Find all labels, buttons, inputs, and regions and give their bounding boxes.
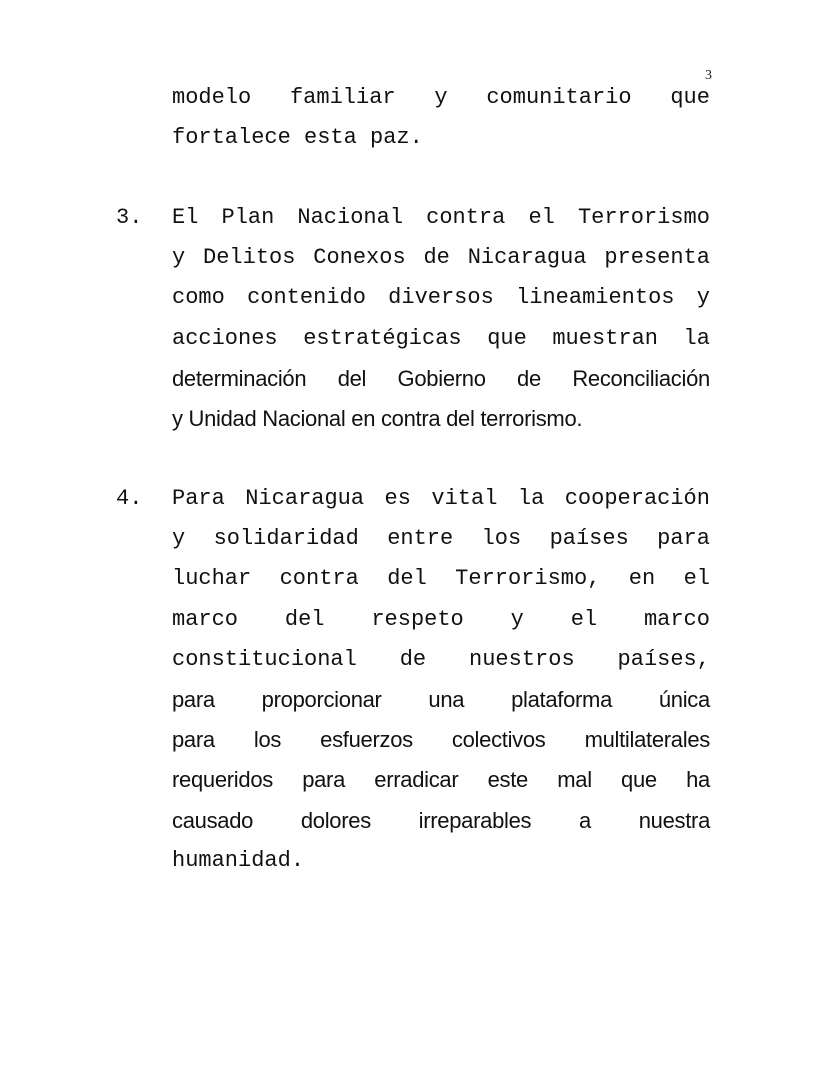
word: humanidad. [172, 847, 305, 873]
paragraph-item-4 [172, 479, 710, 881]
word: contenido [247, 285, 366, 311]
word: para [172, 727, 215, 753]
word: y [510, 606, 524, 632]
text-line [172, 720, 710, 760]
text-line [172, 479, 710, 519]
word: erradicar [374, 767, 459, 793]
text-line [172, 359, 710, 399]
word: Nicaragua [245, 486, 365, 511]
word: familiar [289, 85, 396, 110]
word: lineamientos [516, 285, 675, 311]
word: Para [172, 486, 225, 511]
text-line [172, 600, 710, 640]
word: para [302, 767, 346, 793]
word: constitucional [172, 646, 357, 672]
word: estratégicas [303, 325, 462, 351]
word: contra [279, 566, 359, 592]
text-line [172, 680, 710, 720]
text-line [172, 319, 710, 359]
word: y [696, 285, 710, 311]
word: marco [172, 606, 239, 632]
word: que [621, 767, 657, 793]
word: Delitos [203, 245, 296, 271]
item-number-4: 4. [116, 486, 143, 511]
word: entre [387, 526, 454, 552]
word: Nicaragua [467, 245, 587, 271]
item-number-3: 3. [116, 205, 143, 230]
word: luchar [172, 566, 252, 592]
word: para [172, 686, 215, 712]
word: fortalece esta paz. [172, 125, 423, 151]
word: Conexos [313, 245, 406, 271]
word: vital [431, 486, 498, 511]
word: multilaterales [584, 727, 710, 753]
word: mal [557, 767, 592, 793]
word: una [428, 686, 465, 712]
word: Plan [221, 205, 275, 230]
word: países [549, 526, 629, 552]
word: nuestra [638, 807, 710, 833]
word: es [384, 486, 411, 511]
word: modelo [172, 85, 252, 110]
word: irreparables [418, 807, 532, 833]
word: Terrorismo, [455, 566, 601, 592]
word: respeto [371, 606, 464, 632]
word: El [172, 205, 199, 230]
word: como [172, 285, 225, 311]
paragraph-item-3 [172, 198, 710, 439]
word: y [434, 85, 448, 110]
word: cooperación [564, 486, 710, 511]
word: Reconciliación [572, 365, 710, 391]
word: del [337, 365, 367, 391]
word: y [172, 526, 186, 552]
text-line [172, 841, 710, 881]
text-line [172, 559, 710, 599]
word: que [487, 325, 527, 351]
word: el [683, 566, 710, 592]
word: determinación [172, 365, 307, 391]
word: dolores [300, 807, 371, 833]
text-line [172, 801, 710, 841]
word: requeridos [172, 767, 273, 793]
word: colectivos [451, 727, 546, 753]
word: nuestros [469, 646, 575, 672]
word: esfuerzos [320, 727, 413, 753]
word: diversos [388, 285, 494, 311]
word: única [658, 686, 710, 712]
word: de [399, 646, 427, 672]
word: de [423, 245, 450, 271]
word: Terrorismo [577, 205, 710, 230]
text-line [172, 78, 710, 118]
word: comunitario [486, 85, 632, 110]
word: y [172, 245, 186, 271]
word: ha [686, 767, 710, 793]
word: de [517, 365, 541, 391]
word: plataforma [511, 686, 613, 712]
word: y Unidad Nacional en contra del terrorismo. [172, 405, 583, 431]
word: proporcionar [261, 686, 382, 712]
word: el [570, 606, 598, 632]
text-line [172, 519, 710, 559]
word: acciones [172, 325, 278, 351]
text-line [172, 278, 710, 318]
word: la [517, 486, 545, 511]
word: marco [643, 606, 710, 632]
word: del [284, 606, 325, 632]
word: países, [617, 646, 710, 672]
word: en [628, 566, 656, 592]
intro-paragraph [172, 78, 710, 158]
text-line [172, 399, 710, 439]
word: los [481, 526, 522, 552]
word: contra [426, 205, 506, 230]
word: presenta [604, 245, 710, 271]
word: el [528, 205, 555, 230]
word: Gobierno [397, 365, 486, 391]
page-number: 3 [705, 68, 712, 83]
word: que [670, 85, 710, 110]
text-line [172, 640, 710, 680]
text-line [172, 238, 710, 278]
text-line [172, 198, 710, 238]
word: causado [172, 807, 254, 833]
word: la [683, 325, 710, 351]
word: los [253, 727, 282, 753]
word: solidaridad [213, 526, 359, 552]
word: del [387, 566, 427, 592]
text-line [172, 118, 710, 158]
word: este [487, 767, 528, 793]
text-line [172, 760, 710, 800]
word: muestran [552, 325, 658, 351]
word: para [657, 526, 710, 552]
word: a [579, 807, 591, 833]
word: Nacional [297, 205, 404, 230]
